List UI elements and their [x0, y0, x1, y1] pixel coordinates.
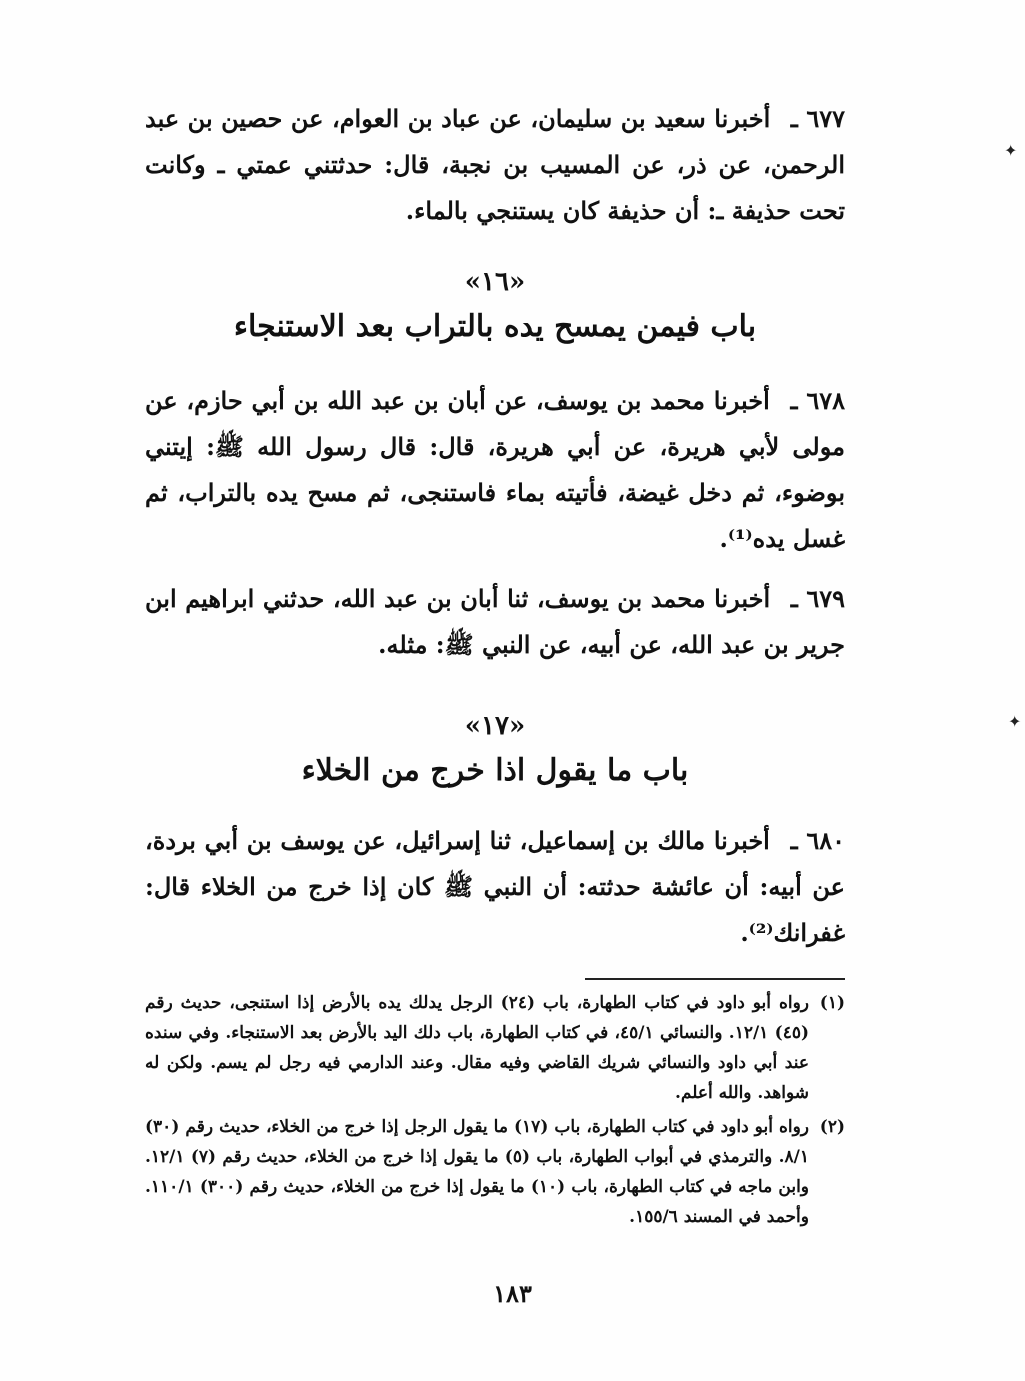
footnote-1: [145, 988, 845, 1108]
hadith-number: ٦٨٠ ـ: [790, 826, 845, 855]
section-title: باب فيمن يمسح يده بالتراب بعد الاستنجاء: [233, 309, 757, 344]
footnotes: [145, 988, 845, 1232]
hadith-number: ٦٧٨ ـ: [790, 386, 846, 415]
hadith-text: أخبرنا مالك بن إسماعيل، ثنا إسرائيل، عن يوسف بن أبي بردة، عن أبيه: أن عائشة حدثته: أن النبي ﷺ كان إذا خرج من الخلاء قال: غفرانك⁽²⁾.: [145, 826, 845, 947]
section-number: «١٦»: [464, 267, 526, 297]
hadith-677: [145, 96, 845, 234]
hadith-number: ٦٧٩ ـ: [790, 584, 845, 613]
hadith-number: ٦٧٧ ـ: [790, 104, 846, 133]
hadith-text: أخبرنا محمد بن يوسف، عن أبان بن عبد الله بن أبي حازم، عن مولى لأبي هريرة، عن أبي هريرة، قال: قال رسول الله ﷺ: إيتني بوضوء، ثم دخل غيضة، فأتيته بماء فاستنجى، ثم مسح يده بالتراب، ثم غسل يده⁽¹⁾.: [145, 386, 845, 553]
hadith-680: [145, 818, 845, 956]
page-content: [145, 96, 845, 1236]
margin-mark: ✦: [1004, 141, 1018, 160]
footnote-2: [145, 1112, 845, 1232]
footnote-marker: (١): [819, 993, 846, 1013]
page-number: ١٨٣: [493, 1279, 532, 1308]
margin-mark: ✦: [1008, 712, 1022, 731]
section-number: «١٧»: [464, 711, 526, 741]
section-title: باب ما يقول اذا خرج من الخلاء: [301, 753, 689, 788]
footnote-text: رواه أبو داود في كتاب الطهارة، باب (١٧) ما يقول الرجل إذا خرج من الخلاء، حديث رقم (٣٠) ٨/١. والترمذي في أبواب الطهارة، باب (٥) ما يقول إذا خرج من الخلاء، حديث رقم (٧) ١٢/١. وابن ماجه في كتاب الطهارة، باب (١٠) ما يقول إذا خرج من الخلاء، حديث رقم (٣٠٠) ١١٠/١. وأحمد في المسند ١٥٥/٦.: [145, 1117, 810, 1227]
hadith-678: [145, 378, 845, 562]
footnote-divider: [585, 978, 845, 980]
hadith-text: أخبرنا محمد بن يوسف، ثنا أبان بن عبد الله، حدثني ابراهيم ابن جرير بن عبد الله، عن أبيه، عن النبي ﷺ: مثله.: [145, 584, 845, 659]
hadith-text: أخبرنا سعيد بن سليمان، عن عباد بن العوام، عن حصين بن عبد الرحمن، عن ذر، عن المسيب بن نجبة، قال: حدثتني عمتي ـ وكانت تحت حذيفة ـ: أن حذيفة كان يستنجي بالماء.: [145, 104, 845, 225]
hadith-679: [145, 576, 845, 668]
footnote-text: رواه أبو داود في كتاب الطهارة، باب (٢٤) الرجل يدلك يده بالأرض إذا استنجى، حديث رقم (٤٥) ١٢/١. والنسائي ٤٥/١، في كتاب الطهارة، باب دلك اليد بالأرض بعد الاستنجاء. وفي سنده عند أبي داود والنسائي شريك القاضي وفيه مقال. وعند الدارمي فيه رجل لم يسم. ولكن له شواهد. والله أعلم.: [145, 993, 810, 1103]
footnote-marker: (٢): [819, 1117, 846, 1137]
